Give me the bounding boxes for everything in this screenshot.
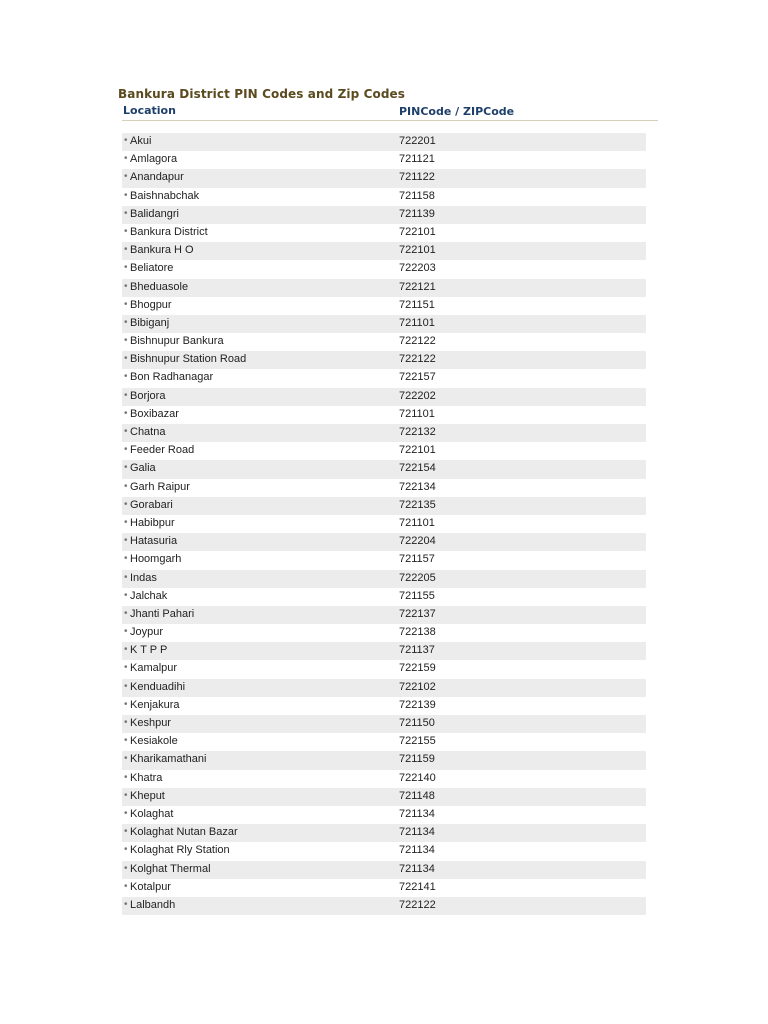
location-cell: Garh Raipur bbox=[130, 480, 190, 493]
pincode-cell: 722159 bbox=[399, 662, 436, 675]
table-header bbox=[122, 103, 658, 121]
bullet-icon: • bbox=[124, 444, 128, 456]
pincode-cell: 721101 bbox=[399, 316, 435, 329]
pincode-cell: 722121 bbox=[399, 280, 436, 293]
location-cell: Keshpur bbox=[130, 717, 171, 729]
bullet-icon: • bbox=[124, 244, 128, 256]
location-cell: K T P P bbox=[130, 644, 168, 657]
location-cell: Kotalpur bbox=[130, 880, 171, 893]
pincode-cell: 722132 bbox=[399, 426, 436, 438]
location-cell: Hoomgarh bbox=[130, 553, 182, 566]
table-row bbox=[122, 297, 646, 315]
pincode-cell: 722155 bbox=[399, 735, 436, 748]
location-cell: Kolaghat bbox=[130, 807, 174, 820]
pincode-cell: 721101 bbox=[399, 407, 435, 420]
bullet-icon: • bbox=[124, 426, 128, 437]
pincode-cell: 722139 bbox=[399, 698, 436, 711]
location-cell: Boxibazar bbox=[130, 407, 179, 420]
pincode-cell: 722122 bbox=[399, 353, 436, 366]
bullet-icon: • bbox=[124, 225, 128, 237]
pincode-cell: 721150 bbox=[399, 717, 435, 729]
location-cell: Beliatore bbox=[130, 262, 174, 275]
table-row bbox=[122, 624, 646, 642]
pincode-cell: 721155 bbox=[399, 589, 435, 602]
location-cell: Indas bbox=[130, 571, 157, 584]
table-row bbox=[122, 206, 646, 224]
table-row bbox=[122, 788, 646, 806]
pincode-cell: 722122 bbox=[399, 898, 436, 911]
table-row bbox=[122, 551, 646, 569]
location-cell: Jalchak bbox=[130, 589, 168, 602]
location-cell: Kamalpur bbox=[130, 662, 178, 675]
pincode-cell: 721134 bbox=[399, 807, 435, 820]
table-row bbox=[122, 861, 646, 879]
pincode-cell: 721158 bbox=[399, 189, 435, 202]
pincode-cell: 722140 bbox=[399, 771, 436, 784]
pincode-table-body bbox=[122, 133, 646, 915]
location-cell: Galia bbox=[130, 462, 156, 475]
table-row bbox=[122, 460, 646, 478]
table-row bbox=[122, 824, 646, 842]
location-cell: Bankura District bbox=[130, 225, 208, 238]
pincode-cell: 721134 bbox=[399, 826, 435, 839]
bullet-icon: • bbox=[124, 371, 128, 383]
bullet-icon: • bbox=[124, 335, 128, 347]
table-row bbox=[122, 242, 646, 260]
bullet-icon: • bbox=[124, 298, 128, 310]
pincode-cell: 722202 bbox=[399, 389, 436, 402]
bullet-icon: • bbox=[124, 407, 128, 419]
bullet-icon: • bbox=[124, 262, 128, 274]
location-cell: Gorabari bbox=[130, 498, 173, 511]
table-row bbox=[122, 424, 646, 442]
location-cell: Balidangri bbox=[130, 207, 179, 220]
pincode-cell: 721157 bbox=[399, 553, 435, 566]
bullet-icon: • bbox=[124, 153, 128, 165]
bullet-icon: • bbox=[124, 626, 128, 638]
bullet-icon: • bbox=[124, 316, 128, 328]
table-row bbox=[122, 133, 646, 151]
pincode-cell: 721137 bbox=[399, 644, 435, 657]
page-title: Bankura District PIN Codes and Zip Codes bbox=[118, 87, 406, 101]
location-cell: Lalbandh bbox=[130, 898, 176, 911]
location-cell: Kolaghat Nutan Bazar bbox=[130, 826, 238, 839]
table-row bbox=[122, 733, 646, 751]
bullet-icon: • bbox=[124, 880, 128, 892]
table-row bbox=[122, 751, 646, 769]
location-cell: Bhogpur bbox=[130, 298, 172, 311]
location-cell: Bishnupur Bankura bbox=[130, 335, 224, 348]
bullet-icon: • bbox=[124, 516, 128, 528]
pincode-cell: 721134 bbox=[399, 862, 435, 875]
location-cell: Feeder Road bbox=[130, 444, 195, 457]
bullet-icon: • bbox=[124, 135, 128, 146]
pincode-cell: 722101 bbox=[399, 444, 436, 457]
location-cell: Habibpur bbox=[130, 516, 175, 529]
bullet-icon: • bbox=[124, 789, 128, 801]
bullet-icon: • bbox=[124, 607, 128, 619]
bullet-icon: • bbox=[124, 535, 128, 547]
table-row bbox=[122, 279, 646, 297]
bullet-icon: • bbox=[124, 898, 128, 910]
location-cell: Kesiakole bbox=[130, 735, 178, 748]
table-row bbox=[122, 842, 646, 860]
location-cell: Baishnabchak bbox=[130, 189, 200, 202]
table-row bbox=[122, 697, 646, 715]
bullet-icon: • bbox=[124, 189, 128, 201]
table-row bbox=[122, 260, 646, 278]
pincode-cell: 722102 bbox=[399, 680, 436, 693]
table-row bbox=[122, 879, 646, 897]
bullet-icon: • bbox=[124, 353, 128, 365]
pincode-cell: 722154 bbox=[399, 462, 436, 475]
bullet-icon: • bbox=[124, 462, 128, 474]
pincode-cell: 722157 bbox=[399, 371, 436, 384]
pincode-cell: 721148 bbox=[399, 789, 435, 802]
pincode-cell: 722203 bbox=[399, 262, 436, 275]
table-row bbox=[122, 897, 646, 915]
bullet-icon: • bbox=[124, 498, 128, 510]
pincode-cell: 722201 bbox=[399, 135, 436, 147]
table-row bbox=[122, 660, 646, 678]
location-cell: Hatasuria bbox=[130, 535, 178, 548]
location-cell: Khatra bbox=[130, 771, 163, 784]
location-cell: Jhanti Pahari bbox=[130, 607, 195, 620]
table-row bbox=[122, 224, 646, 242]
bullet-icon: • bbox=[124, 807, 128, 819]
location-cell: Kolaghat Rly Station bbox=[130, 844, 230, 857]
bullet-icon: • bbox=[124, 680, 128, 692]
pincode-cell: 721139 bbox=[399, 207, 435, 220]
table-row bbox=[122, 515, 646, 533]
table-row bbox=[122, 351, 646, 369]
location-cell: Kolghat Thermal bbox=[130, 862, 211, 875]
pincode-cell: 722141 bbox=[399, 880, 436, 893]
table-row bbox=[122, 770, 646, 788]
bullet-icon: • bbox=[124, 280, 128, 292]
bullet-icon: • bbox=[124, 644, 128, 656]
bullet-icon: • bbox=[124, 553, 128, 565]
table-row bbox=[122, 188, 646, 206]
table-row bbox=[122, 533, 646, 551]
location-cell: Kharikamathani bbox=[130, 753, 207, 766]
table-row bbox=[122, 497, 646, 515]
bullet-icon: • bbox=[124, 753, 128, 765]
pincode-cell: 721122 bbox=[399, 171, 435, 184]
table-row bbox=[122, 679, 646, 697]
pincode-cell: 721134 bbox=[399, 844, 435, 857]
location-cell: Bankura H O bbox=[130, 244, 194, 257]
bullet-icon: • bbox=[124, 771, 128, 783]
pincode-cell: 722138 bbox=[399, 626, 436, 639]
table-row bbox=[122, 333, 646, 351]
table-row bbox=[122, 406, 646, 424]
location-cell: Kheput bbox=[130, 789, 165, 802]
location-cell: Borjora bbox=[130, 389, 166, 402]
bullet-icon: • bbox=[124, 717, 128, 728]
pincode-cell: 722101 bbox=[399, 244, 436, 257]
bullet-icon: • bbox=[124, 862, 128, 874]
pincode-cell: 721159 bbox=[399, 753, 435, 766]
bullet-icon: • bbox=[124, 171, 128, 183]
location-cell: Chatna bbox=[130, 426, 166, 438]
pincode-cell: 721101 bbox=[399, 516, 435, 529]
location-cell: Bishnupur Station Road bbox=[130, 353, 247, 366]
pincode-column-header: PINCode / ZIPCode bbox=[399, 105, 515, 118]
table-row bbox=[122, 715, 646, 733]
pincode-cell: 722137 bbox=[399, 607, 436, 620]
table-row bbox=[122, 806, 646, 824]
table-row bbox=[122, 169, 646, 187]
location-cell: Kenjakura bbox=[130, 698, 180, 711]
bullet-icon: • bbox=[124, 389, 128, 401]
table-row bbox=[122, 642, 646, 660]
bullet-icon: • bbox=[124, 571, 128, 583]
table-row bbox=[122, 588, 646, 606]
bullet-icon: • bbox=[124, 826, 128, 838]
pincode-cell: 722101 bbox=[399, 225, 436, 238]
pincode-cell: 722135 bbox=[399, 498, 436, 511]
location-cell: Bibiganj bbox=[130, 316, 170, 329]
bullet-icon: • bbox=[124, 589, 128, 601]
bullet-icon: • bbox=[124, 662, 128, 674]
table-row bbox=[122, 315, 646, 333]
location-cell: Joypur bbox=[130, 626, 164, 639]
bullet-icon: • bbox=[124, 698, 128, 710]
table-row bbox=[122, 570, 646, 588]
table-row bbox=[122, 479, 646, 497]
table-row bbox=[122, 369, 646, 387]
bullet-icon: • bbox=[124, 735, 128, 747]
pincode-cell: 721121 bbox=[399, 153, 435, 166]
table-row bbox=[122, 442, 646, 460]
location-cell: Amlagora bbox=[130, 153, 178, 166]
location-cell: Bheduasole bbox=[130, 280, 189, 293]
table-row bbox=[122, 151, 646, 169]
pincode-cell: 722122 bbox=[399, 335, 436, 348]
bullet-icon: • bbox=[124, 844, 128, 856]
table-row bbox=[122, 388, 646, 406]
location-cell: Akui bbox=[130, 135, 152, 147]
location-cell: Kenduadihi bbox=[130, 680, 186, 693]
pincode-cell: 721151 bbox=[399, 298, 435, 311]
pincode-cell: 722205 bbox=[399, 571, 436, 584]
bullet-icon: • bbox=[124, 480, 128, 492]
location-column-header: Location bbox=[123, 104, 176, 117]
location-cell: Bon Radhanagar bbox=[130, 371, 214, 384]
pincode-cell: 722134 bbox=[399, 480, 436, 493]
table-row bbox=[122, 606, 646, 624]
pincode-cell: 722204 bbox=[399, 535, 436, 548]
bullet-icon: • bbox=[124, 207, 128, 219]
location-cell: Anandapur bbox=[130, 171, 184, 184]
